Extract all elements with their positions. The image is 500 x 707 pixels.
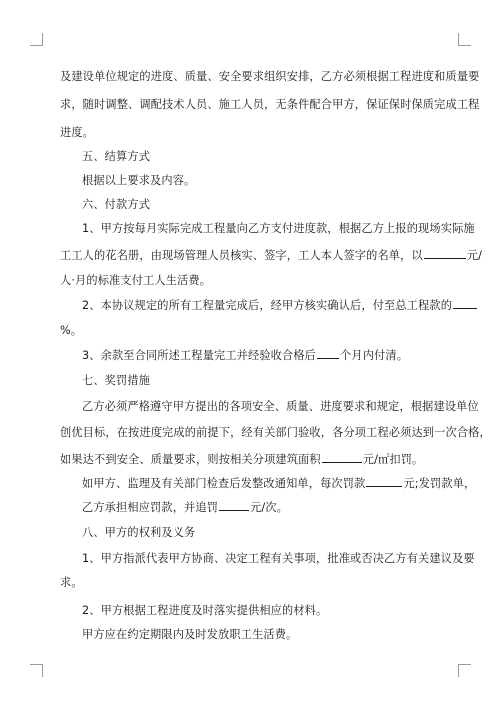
section-heading-settlement: 五、结算方式 (82, 150, 151, 163)
paragraph-line (82, 476, 476, 491)
paragraph-line (60, 452, 450, 467)
paragraph-line: 及建设单位规定的进度、质量、安全要求组织安排，乙方必须根据工程进度和质量要 (60, 70, 480, 83)
paragraph-line: 人·月的标准支付工人生活费。 (60, 274, 212, 287)
text-segment: 元/㎡扣罚。 (362, 453, 424, 466)
paragraph-line: 求，随时调整、调配技术人员、施工人员，无条件配合甲方，保证保时保质完成工程 (60, 98, 480, 111)
paragraph-line: 1、甲方指派代表甲方协商、决定工程有关事项，批准或否决乙方有关建议及要 (82, 552, 475, 565)
paragraph-line: 根据以上要求及内容。 (82, 174, 196, 187)
text-segment: 3、余款至合同所述工程量完工并经验收合格后 (82, 349, 317, 362)
crop-mark-bottom-right (458, 664, 471, 677)
section-heading-party-a-rights: 八、甲方的权利及义务 (82, 526, 196, 539)
paragraph-line: 乙方必须严格遵守甲方提出的各项安全、质量、进度要求和规定，根据建设单位 (82, 400, 479, 413)
paragraph-line: 求。 (60, 576, 83, 589)
paragraph-line (82, 348, 450, 363)
blank-fine-field (366, 476, 402, 487)
blank-extra-fine-field (219, 500, 249, 511)
section-heading-payment: 六、付款方式 (82, 198, 151, 211)
crop-mark-bottom-left (30, 664, 43, 677)
blank-months-field (317, 348, 339, 359)
crop-mark-top-left (30, 33, 43, 46)
text-segment: 元/次。 (250, 501, 288, 514)
crop-mark-top-right (458, 33, 471, 46)
text-segment: 工工人的花名册，由现场管理人员核实、签字，工人本人签字的名单，以 (60, 249, 423, 262)
paragraph-line: %。 (60, 324, 83, 337)
text-segment: 个月内付清。 (340, 349, 409, 362)
blank-area-fine-field (322, 452, 362, 463)
paragraph-line (82, 298, 453, 313)
text-segment: 如果达不到安全、质量要求，则按相关分项建筑面积 (60, 453, 321, 466)
text-segment: 2、本协议规定的所有工程量完成后，经甲方核实确认后，付至总工程款的 (82, 299, 453, 312)
paragraph-line: 进度。 (60, 126, 95, 139)
paragraph-line (60, 248, 483, 263)
text-segment: 乙方承担相应罚款，并追罚 (82, 501, 219, 514)
text-segment: 元/ (466, 249, 483, 262)
paragraph-line: 甲方应在约定期限内及时发放职工生活费。 (82, 628, 298, 641)
paragraph-line (82, 500, 450, 515)
paragraph-line: 创优目标，在按进度完成的前提下，经有关部门验收，各分项工程必须达到一次合格， (60, 426, 491, 439)
blank-percent-field (453, 298, 477, 309)
paragraph-line: 1、甲方按每月实际完成工程量向乙方支付进度款，根据乙方上报的现场实际施 (82, 222, 475, 235)
text-segment: 如甲方、监理及有关部门检查后发整改通知单，每次罚款 (82, 477, 366, 490)
paragraph-line: 2、甲方根据工程进度及时落实提供相应的材料。 (82, 604, 328, 617)
blank-rate-field (424, 248, 466, 259)
text-segment: 元;发罚款单， (403, 477, 476, 490)
section-heading-reward-penalty: 七、奖罚措施 (82, 374, 151, 387)
